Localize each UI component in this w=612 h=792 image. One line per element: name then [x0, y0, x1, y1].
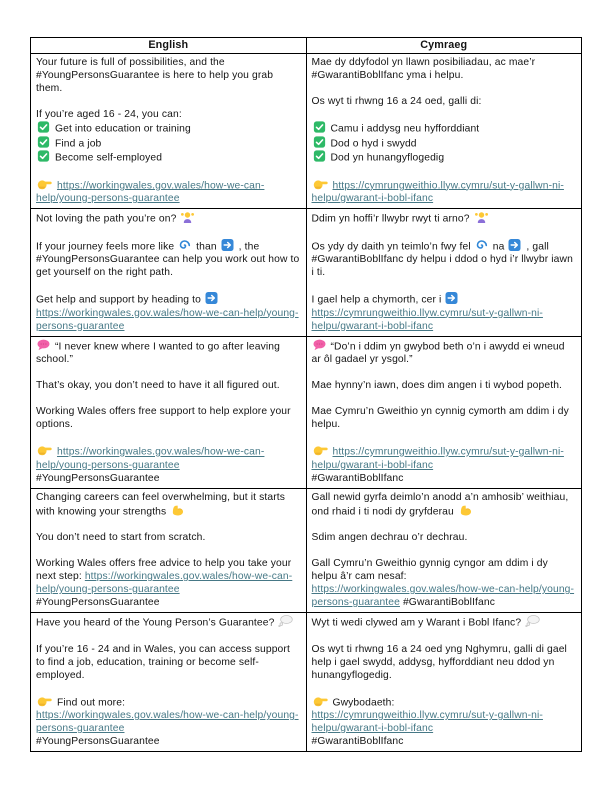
text-line — [312, 366, 577, 379]
post-cell-cy — [306, 336, 582, 488]
table-body — [31, 54, 582, 752]
workingwales-link[interactable]: https://workingwales.gov.wales/how-we-can-help/young-persons-guarantee — [36, 710, 299, 734]
pointing-right-emoji — [37, 695, 52, 707]
text-line — [36, 226, 301, 239]
text-line: You don’t need to start from scratch. — [36, 532, 206, 543]
text-line: Wyt ti wedi clywed am y Warant i Bobl Ifanc? — [312, 615, 577, 630]
speech-balloon-emoji — [37, 339, 50, 351]
text-line: Gwybodaeth: — [312, 695, 577, 710]
text-line — [36, 178, 301, 206]
text-line — [312, 108, 577, 121]
text-line — [312, 682, 577, 695]
text-line — [312, 279, 577, 292]
text-line — [312, 226, 577, 239]
text-line — [312, 178, 577, 206]
post-cell-cy — [306, 54, 582, 209]
text-line: Os wyt ti rhwng 16 a 24 oed yng Nghymru, galli di gael help i gael swydd, addysg, hyfforddiant neu ddod yn hunangyflogedig. — [311, 643, 567, 681]
text-line — [36, 165, 301, 178]
person-shrugging-emoji — [180, 211, 195, 223]
speech-balloon-emoji — [313, 339, 326, 351]
text-line — [36, 630, 301, 643]
arrow-right-emoji — [221, 239, 234, 251]
text-line — [36, 518, 301, 531]
workingwales-link[interactable]: https://workingwales.gov.wales/how-we-can-help/young-persons-guarantee — [36, 571, 293, 595]
thought-balloon-emoji — [525, 615, 540, 627]
check-mark-emoji — [37, 121, 50, 133]
text-line — [36, 392, 301, 405]
text-line — [36, 709, 301, 735]
text-line — [312, 518, 577, 531]
text-line — [312, 709, 577, 735]
text-line: Dod yn hunangyflogedig — [312, 150, 577, 165]
text-line: Mae Cymru’n Gweithio yn cynnig cymorth am ddim i dy helpu. — [311, 406, 569, 430]
person-shrugging-emoji — [474, 211, 489, 223]
text-line — [312, 444, 577, 472]
post-cell-cy — [306, 209, 582, 337]
cyclone-emoji — [475, 239, 488, 251]
text-line — [36, 279, 301, 292]
flexed-biceps-emoji — [458, 504, 473, 516]
column-header-english: English — [31, 38, 307, 54]
arrow-right-emoji — [445, 292, 458, 304]
text-line: Your future is full of possibilities, and the #YoungPersonsGuarantee is here to help you grab them. — [36, 57, 274, 94]
cyclone-emoji — [178, 239, 191, 251]
text-line: #YoungPersonsGuarantee — [36, 597, 160, 608]
check-mark-emoji — [313, 121, 326, 133]
text-line: #GwarantiBoblIfanc — [311, 736, 404, 747]
check-mark-emoji — [37, 150, 50, 162]
text-line: Find a job — [36, 136, 301, 151]
text-line: Gall newid gyrfa deimlo’n anodd a’n amhosib’ weithiau, ond rhaid i ti nodi dy gryfderau — [311, 491, 569, 517]
text-line — [312, 307, 577, 333]
text-line: https://workingwales.gov.wales/how-we-can-help/young-persons-guarantee #GwarantiBoblIfanc — [311, 584, 575, 608]
post-cell-en — [31, 613, 307, 752]
check-mark-emoji — [313, 150, 326, 162]
workingwales-link[interactable]: https://workingwales.gov.wales/how-we-can-help/young-persons-guarantee — [311, 584, 575, 608]
text-line: “Do’n i ddim yn gwybod beth o’n i awydd ei wneud ar ôl gadael yr ysgol.” — [312, 339, 577, 367]
post-cell-en — [31, 488, 307, 613]
text-line — [312, 431, 577, 444]
bilingual-posts-table — [30, 37, 582, 752]
cymrungweithio-link[interactable]: https://cymrungweithio.llyw.cymru/sut-y-gallwn-ni-helpu/gwarant-i-bobl-ifanc — [311, 307, 543, 332]
text-line: Mae hynny’n iawn, does dim angen i ti wybod popeth. — [311, 380, 563, 391]
text-line: Mae dy ddyfodol yn llawn posibiliadau, ac mae’r #GwarantiBoblIfanc yma i helpu. — [311, 57, 536, 81]
pointing-right-emoji — [313, 695, 328, 707]
text-line: Working Wales offers free advice to help you take your next step: https://workingwales.gov.wales/how-we-can-help/young-persons-guarantee — [36, 558, 293, 595]
text-line: Find out more: — [36, 695, 301, 710]
text-line — [36, 366, 301, 379]
text-line: Camu i addysg neu hyfforddiant — [312, 121, 577, 136]
thought-balloon-emoji — [278, 615, 293, 627]
workingwales-link[interactable]: https://workingwales.gov.wales/how-we-can-help/young-persons-guarantee — [36, 307, 299, 332]
table-row — [31, 488, 582, 613]
text-line — [312, 82, 577, 95]
text-line — [36, 95, 301, 108]
table-row — [31, 336, 582, 488]
text-line: Working Wales offers free support to help explore your options. — [36, 406, 291, 430]
text-line — [312, 544, 577, 557]
cymrungweithio-link[interactable]: https://cymrungweithio.llyw.cymru/sut-y-gallwn-ni-helpu/gwarant-i-bobl-ifanc — [311, 710, 543, 734]
post-cell-cy — [306, 613, 582, 752]
post-cell-cy — [306, 488, 582, 613]
workingwales-link[interactable]: https://workingwales.gov.wales/how-we-can-help/young-persons-guarantee — [36, 446, 265, 471]
arrow-right-emoji — [508, 239, 521, 251]
text-line: I gael help a chymorth, cer i — [312, 292, 577, 307]
text-line: Changing careers can feel overwhelming, but it starts with knowing your strengths — [36, 491, 286, 517]
text-line — [36, 431, 301, 444]
text-line — [36, 307, 301, 333]
pointing-right-emoji — [37, 178, 52, 190]
text-line — [312, 165, 577, 178]
text-line — [36, 444, 301, 472]
pointing-right-emoji — [37, 444, 52, 456]
post-cell-en — [31, 54, 307, 209]
pointing-right-emoji — [313, 178, 328, 190]
text-line: Ddim yn hoffi’r llwybr rwyt ti arno? — [312, 211, 577, 226]
table-row — [31, 209, 582, 337]
text-line: Get into education or training — [36, 121, 301, 136]
cymrungweithio-link[interactable]: https://cymrungweithio.llyw.cymru/sut-y-gallwn-ni-helpu/gwarant-i-bobl-ifanc — [311, 180, 564, 204]
column-header-cymraeg: Cymraeg — [306, 38, 582, 54]
workingwales-link[interactable]: https://workingwales.gov.wales/how-we-can-help/young-persons-guarantee — [36, 180, 265, 204]
check-mark-emoji — [313, 136, 326, 148]
table-row — [31, 613, 582, 752]
text-line — [36, 682, 301, 695]
check-mark-emoji — [37, 136, 50, 148]
text-line: If you’re aged 16 - 24, you can: — [36, 109, 182, 120]
text-line — [312, 630, 577, 643]
post-cell-en — [31, 209, 307, 337]
header-row — [31, 38, 582, 54]
text-line — [312, 392, 577, 405]
text-line: That’s okay, you don’t need to have it all figured out. — [36, 380, 280, 391]
text-line: Become self-employed — [36, 150, 301, 165]
text-line — [36, 544, 301, 557]
text-line: If your journey feels more like than , the #YoungPersonsGuarantee can help you work out how to get yourself on the right path. — [36, 239, 301, 280]
text-line: Get help and support by heading to — [36, 292, 301, 307]
flexed-biceps-emoji — [170, 504, 185, 516]
text-line: Have you heard of the Young Person’s Guarantee? — [36, 615, 301, 630]
text-line: #YoungPersonsGuarantee — [36, 472, 160, 484]
text-line: Not loving the path you’re on? — [36, 211, 301, 226]
text-line: #YoungPersonsGuarantee — [36, 736, 160, 747]
text-line: Sdim angen dechrau o’r dechrau. — [311, 532, 468, 543]
text-line: Gall Cymru’n Gweithio gynnig cyngor am ddim i dy helpu â’r cam nesaf: — [311, 558, 548, 582]
post-cell-en — [31, 336, 307, 488]
arrow-right-emoji — [205, 292, 218, 304]
text-line: #GwarantiBoblIfanc — [311, 472, 404, 484]
text-line: “I never knew where I wanted to go after leaving school.” — [36, 339, 301, 367]
pointing-right-emoji — [313, 444, 328, 456]
text-line: If you’re 16 - 24 and in Wales, you can access support to find a job, education, training or become self-employed. — [36, 643, 290, 681]
text-line: Os wyt ti rhwng 16 a 24 oed, galli di: — [311, 96, 482, 107]
table-row — [31, 54, 582, 209]
cymrungweithio-link[interactable]: https://cymrungweithio.llyw.cymru/sut-y-gallwn-ni-helpu/gwarant-i-bobl-ifanc — [311, 446, 564, 471]
text-line: Os ydy dy daith yn teimlo’n fwy fel na , gall #GwarantiBoblIfanc dy helpu i ddod o hyd i’r llwybr iawn i ti. — [312, 239, 577, 280]
text-line: Dod o hyd i swydd — [312, 136, 577, 151]
